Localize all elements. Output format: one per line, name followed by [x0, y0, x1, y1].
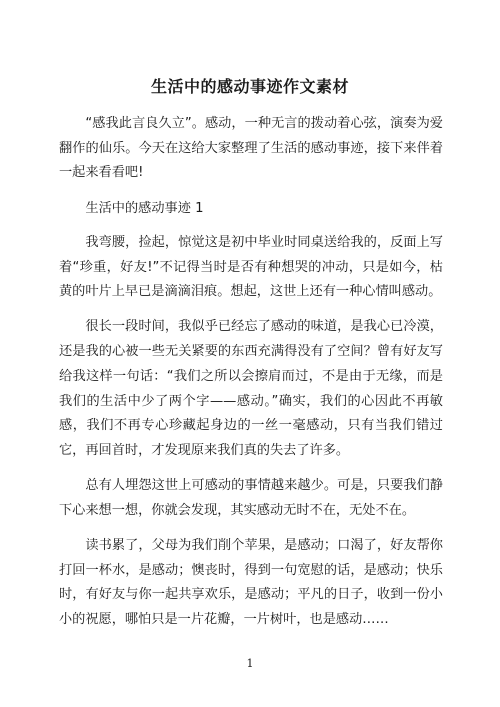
intro-paragraph: “感我此言良久立”。感动，一种无言的拨动着心弦，演奏为爱翻作的仙乐。今天在这给大家整理了生活的感动事迹，接下来伴着一起来看看吧!: [59, 116, 443, 181]
body-paragraph: 总有人埋怨这世上可感动的事情越来越少。可是，只要我们静下心来想一想，你就会发现，其实感动无时不在，无处不在。: [59, 478, 443, 518]
document-body: [59, 112, 443, 643]
body-paragraph: 很长一段时间，我似乎已经忘了感动的味道，是我心已冷漠，还是我的心被一些无关紧要的东西充满得没有了空间？曾有好友写给我这样一句话：“我们之所以会擦肩而过，不是由于无缘，而是我们的生活中少了两个字——感动。”确实，我们的心因此不再敏感，我们不再专心珍藏起身边的一丝一毫感动，只有当我们错过它，再回首时，才发现原来我们真的失去了许多。: [59, 319, 443, 458]
body-paragraph: 我弯腰，捡起，惊觉这是初中毕业时同桌送给我的，反面上写着“珍重，好友!”不记得当时是否有种想哭的冲动，只是如今，枯黄的叶片上早已是滴滴泪痕。想起，这世上还有一种心情叫感动。: [59, 234, 443, 300]
document-title: 生活中的感动事迹作文素材: [150, 77, 349, 96]
section-heading: 生活中的感动事迹 1: [85, 200, 204, 216]
body-paragraph: 读书累了，父母为我们削个苹果，是感动；口渴了，好友帮你打回一杯水，是感动；懊丧时，得到一句宽慰的话，是感动；快乐时，有好友与你一起共享欢乐，是感动；平凡的日子，收到一份小小的祝愿，哪怕只是一片花瓣，一片树叶，也是感动……: [59, 538, 443, 628]
page-number: 1: [246, 657, 254, 670]
